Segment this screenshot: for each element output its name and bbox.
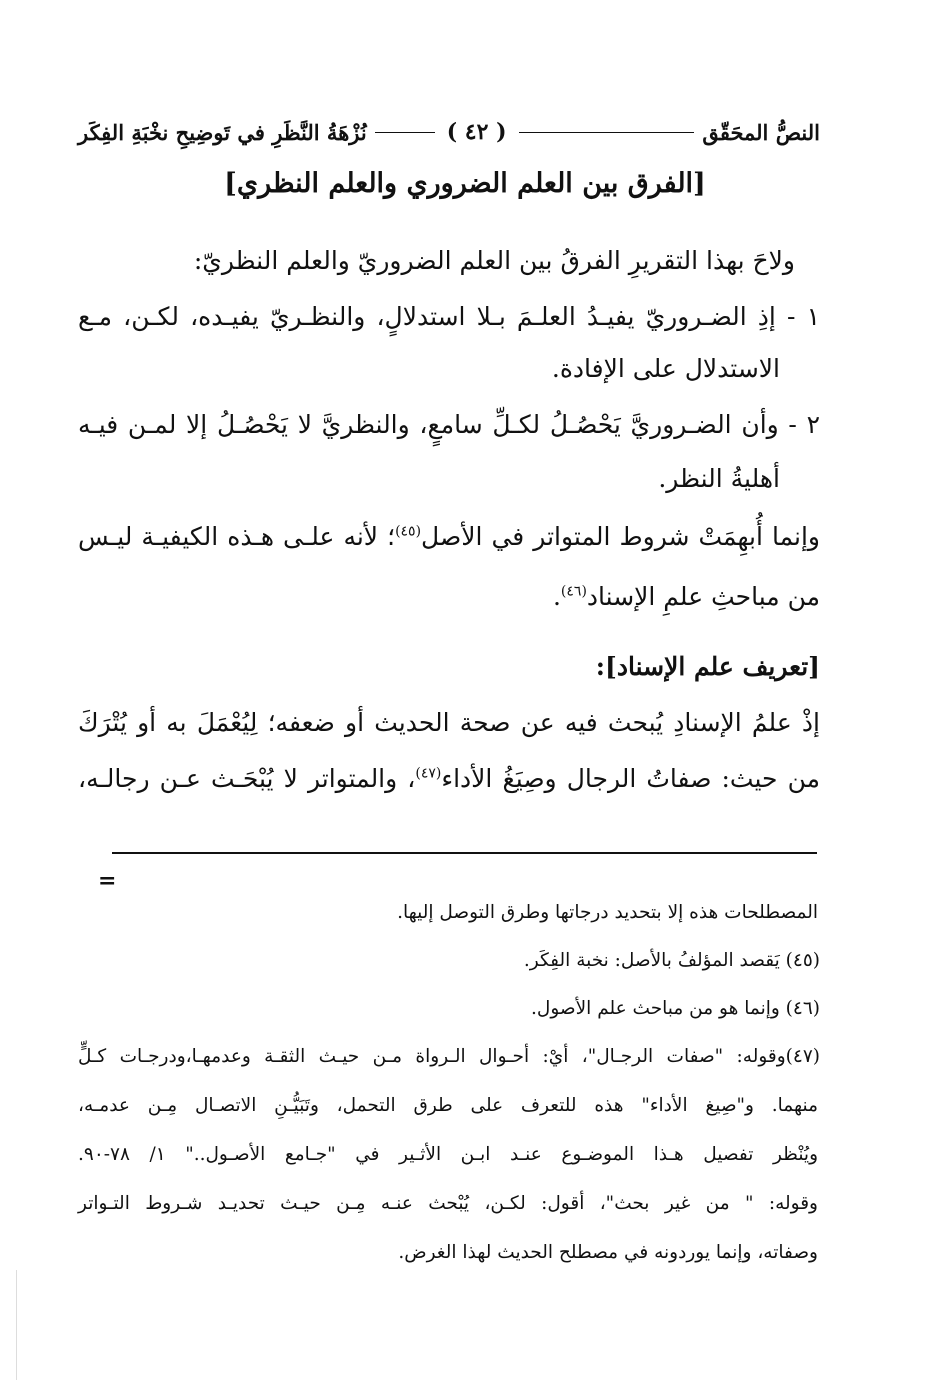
footnote-45: (٤٥) يَقصد المؤلفُ بالأصل: نخبة الفِكَر.	[523, 950, 820, 971]
footnote-continuation-marker: =	[98, 868, 117, 894]
page-header	[78, 112, 820, 152]
footnote-ref-47: (٤٧)	[415, 765, 442, 782]
footnote-47-line-4: وقوله: " من غير بحث"، أقول: لكـن، يُبْحث عنـه مِـن حيـث تحديـد شـروط التـواتر	[78, 1193, 818, 1214]
body2-line-2-text-a: من حيث: صفاتُ الرجال وصِيَغُ الأداء	[441, 764, 820, 793]
body-line-7-text-a: من مباحثِ علمِ الإسناد	[586, 582, 820, 611]
body-line-2: ١ - إذِ الضـروريّ يفيـدُ العلـمَ بـلا استدلالٍ، والنظـريّ يفيـده، لكـن، مـع	[78, 302, 820, 331]
footnote-ref-46: (٤٦)	[560, 583, 587, 600]
body-line-6-text-b: ؛ لأنه علـى هـذه الكيفيـة ليـس	[78, 522, 396, 551]
footnote-47-line-3: ويُنْظر تفصيل هـذا الموضـوع عنـد ابـن الأثـير في "جـامع الأصـول.." ١/ ٧٨-٩٠.	[78, 1144, 818, 1165]
body-line-6-text-a: وإنما أُبهِمَتْ شروط المتواتر في الأصل	[421, 522, 820, 551]
body-line-4: ٢ - وأن الضـروريَّ يَحْصُـلُ لكـلِّ سامعٍ، والنظريَّ لا يَحْصُـلُ إلا لمـن فيـه	[78, 410, 820, 439]
subheading: [تعريف علم الإسناد]:	[595, 652, 820, 681]
footnote-47-line-2: منهما. و"صِيغ الأداء" هذه للتعرف على طرق التحمل، وتَبَيُّـنِ الاتصـال مِـن عدمـه،	[78, 1095, 818, 1116]
body-line-1: ولاحَ بهذا التقريرِ الفرقُ بين العلم الضروريّ والعلم النظريّ:	[193, 246, 795, 275]
header-rule-left	[375, 132, 435, 133]
body-line-5: أهليةُ النظر.	[658, 464, 780, 493]
body2-line-2	[78, 764, 820, 793]
footnote-47-line-5: وصفاته، وإنما يوردونه في مصطلح الحديث لهذا الغرض.	[398, 1242, 818, 1263]
scan-margin-mark	[16, 1270, 17, 1380]
body-line-3: الاستدلال على الإفادة.	[551, 354, 780, 383]
body2-line-1: إذْ علمُ الإسنادِ يُبحث فيه عن صحة الحديث أو ضعفه؛ لِيُعْمَلَ به أو يُتْرَكَ	[78, 708, 820, 737]
header-left-title: نُزْهَةُ النَّظَرِ في تَوضِيحِ نخْبَةِ الفِكَر	[78, 119, 367, 145]
body-line-6	[78, 522, 820, 551]
footnote-46: (٤٦) وإنما هو من مباحث علم الأصول.	[531, 998, 820, 1019]
header-rule-right	[519, 132, 695, 133]
header-right-title: النصُّ المحَقّق	[702, 119, 820, 145]
page-number: ( ٤٢ )	[446, 119, 507, 145]
footnote-47-line-1: (٤٧)وقوله: "صفات الرجـال"، أيْ: أحـوال الـرواة مـن حيـث الثقـة وعدمهـا،ودرجـات كـلٍّ	[78, 1046, 820, 1067]
section-title: [الفرق بين العلم الضروري والعلم النظري]	[224, 168, 706, 199]
footnote-continued: المصطلحات هذه إلا بتحديد درجاتها وطرق التوصل إليها.	[397, 902, 818, 923]
footnote-ref-45: (٤٥)	[395, 523, 422, 540]
body-line-7	[78, 582, 820, 611]
body2-line-2-text-b: ، والمتواتر لا يُبْحَـث عـن رجالـه،	[78, 764, 416, 793]
footnote-separator	[112, 852, 817, 854]
body-line-7-text-b: .	[552, 582, 561, 611]
